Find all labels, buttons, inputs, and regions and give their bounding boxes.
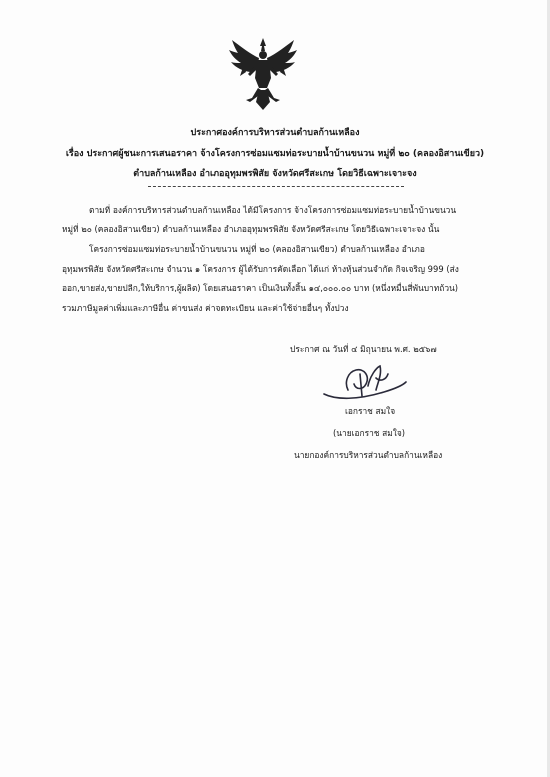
signer-position: นายกองค์การบริหารส่วนตำบลก้านเหลือง <box>294 450 443 460</box>
body-paragraph-line: ออก,ขายส่ง,ขายปลีก,ให้บริการ,ผู้ผลิต) โดยเสนอราคา เป็นเงินทั้งสิ้น ๑๔,๐๐๐.๐๐ บาท (หนึ่งหมื่นสี่พันบาทถ้วน) <box>62 283 459 293</box>
announce-date: ประกาศ ณ วันที่ ๔ มิถุนายน พ.ศ. ๒๕๖๗ <box>290 344 437 354</box>
signer-name-in-parens: (นายเอกราช สมใจ) <box>333 428 406 438</box>
body-paragraph-line: อุทุมพรพิสัย จังหวัดศรีสะเกษ จำนวน ๑ โครงการ ผู้ได้รับการคัดเลือก ได้แก่ ห้างหุ้นส่วนจำกัด กิจเจริญ 999 (ส่ง <box>62 264 459 274</box>
body-paragraph-line: รวมภาษีมูลค่าเพิ่มและภาษีอื่น ค่าขนส่ง ค่าจดทะเบียน และค่าใช้จ่ายอื่นๆ ทั้งปวง <box>62 303 349 313</box>
divider <box>148 186 404 187</box>
subject-line-2: ตำบลก้านเหลือง อำเภออุทุมพรพิสัย จังหวัดศรีสะเกษ โดยวิธีเฉพาะเจาะจง <box>133 169 417 179</box>
body-paragraph-line: โครงการซ่อมแซมท่อระบายน้ำบ้านขนวน หมู่ที่ ๒๐ (คลองอิสานเขียว) ตำบลก้านเหลือง อำเภอ <box>89 244 425 254</box>
body-paragraph-line: ตามที่ องค์การบริหารส่วนตำบลก้านเหลือง ได้มีโครงการ จ้างโครงการซ่อมแซมท่อระบายน้ำบ้านขนวน <box>89 205 457 215</box>
subject-line: เรื่อง ประกาศผู้ชนะการเสนอราคา จ้างโครงการซ่อมแซมท่อระบายน้ำบ้านขนวน หมู่ที่ ๒๐ (คลองอิสานเขียว) <box>65 149 485 159</box>
header-title: ประกาศองค์การบริหารส่วนตำบลก้านเหลือง <box>190 128 360 138</box>
signer-name: เอกราช สมใจ <box>345 406 396 416</box>
signature-icon <box>318 360 408 406</box>
body-paragraph-line: หมู่ที่ ๒๐ (คลองอิสานเขียว) ตำบลก้านเหลือง อำเภออุทุมพรพิสัย จังหวัดศรีสะเกษ โดยวิธีเฉพาะเจาะจง นั้น <box>62 224 440 234</box>
garuda-emblem-icon <box>228 36 298 112</box>
